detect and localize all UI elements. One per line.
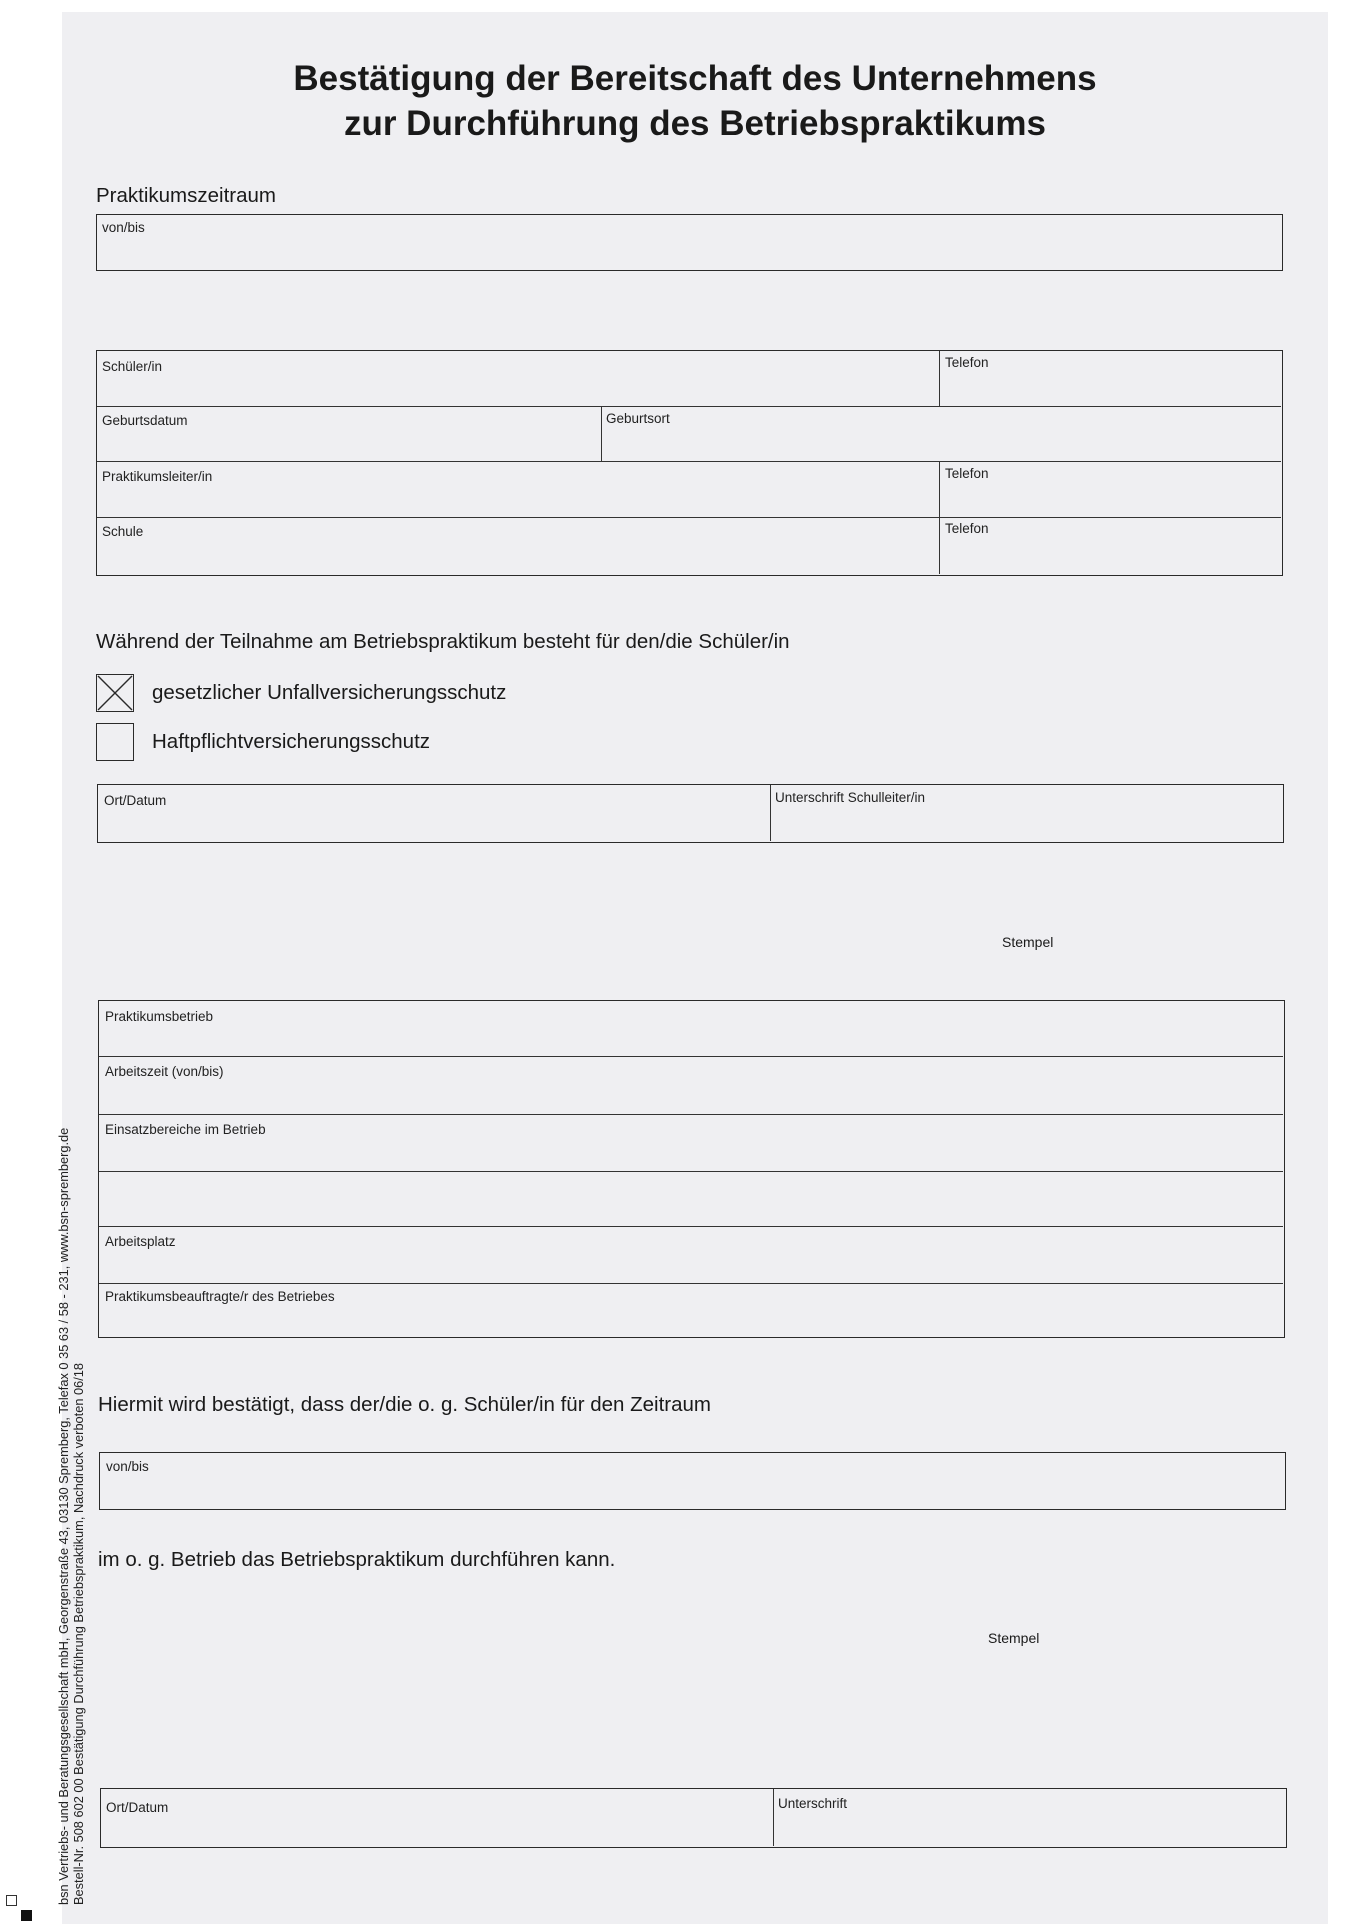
haftpflicht-checkbox[interactable]	[96, 723, 134, 761]
praktikumsleiter-label: Praktikumsleiter/in	[102, 469, 213, 484]
telefon-label: Telefon	[945, 466, 989, 481]
company-signature-table	[100, 1788, 1287, 1848]
schule-label: Schule	[102, 524, 144, 539]
von-bis-label: von/bis	[106, 1459, 149, 1474]
registration-mark-outline	[6, 1895, 17, 1906]
arbeitszeit-label: Arbeitszeit (von/bis)	[105, 1064, 224, 1079]
row-divider	[99, 1226, 1283, 1227]
zeitraum-field[interactable]	[96, 214, 1283, 271]
stempel-label: Stempel	[988, 1630, 1040, 1646]
telefon-label: Telefon	[945, 355, 989, 370]
imprint-line-2: Bestell-Nr. 508 602 00 Bestätigung Durchführung Betriebspraktikum, Nachdruck verboten 06/18	[71, 1362, 86, 1905]
ort-datum-label: Ort/Datum	[104, 793, 167, 808]
geburtsdatum-label: Geburtsdatum	[102, 413, 188, 428]
row-divider	[99, 1171, 1283, 1172]
arbeitsplatz-label: Arbeitsplatz	[105, 1234, 176, 1249]
confirmation-text: Hiermit wird bestätigt, dass der/die o. g. Schüler/in für den Zeitraum	[98, 1393, 711, 1416]
col-divider	[939, 351, 940, 406]
stempel-label: Stempel	[1002, 934, 1054, 950]
row-divider	[99, 1056, 1283, 1057]
row-divider	[97, 517, 1281, 518]
insurance-intro: Während der Teilnahme am Betriebspraktikum besteht für den/die Schüler/in	[96, 630, 790, 653]
col-divider	[601, 406, 602, 461]
student-table	[96, 350, 1283, 576]
unfallversicherung-label: gesetzlicher Unfallversicherungsschutz	[152, 681, 507, 704]
imprint-vertical	[56, 1128, 86, 1905]
ort-datum-label: Ort/Datum	[106, 1800, 169, 1815]
confirmation-text-2: im o. g. Betrieb das Betriebspraktikum durchführen kann.	[98, 1548, 616, 1571]
checkmark-x-icon	[97, 675, 133, 711]
form-title-line1: Bestätigung der Bereitschaft des Unternehmens	[293, 59, 1097, 98]
einsatzbereiche-label: Einsatzbereiche im Betrieb	[105, 1122, 266, 1137]
col-divider	[939, 461, 940, 574]
company-table	[98, 1000, 1285, 1338]
col-divider	[770, 785, 771, 841]
imprint-line-1: bsn Vertriebs- und Beratungsgesellschaft mbH, Georgenstraße 43, 03130 Spremberg, Telefax 0 35 63 / 58 - 231, www.bsn-spremberg.de	[56, 1127, 71, 1905]
von-bis-label: von/bis	[102, 220, 145, 235]
schueler-label: Schüler/in	[102, 359, 163, 374]
unterschrift-schulleiter-label: Unterschrift Schulleiter/in	[775, 790, 926, 805]
haftpflicht-label: Haftpflichtversicherungsschutz	[152, 730, 431, 753]
unterschrift-label: Unterschrift	[778, 1796, 848, 1811]
school-signature-table	[97, 784, 1284, 843]
row-divider	[99, 1283, 1283, 1284]
form-title-line2: zur Durchführung des Betriebspraktikums	[343, 104, 1047, 143]
row-divider	[99, 1114, 1283, 1115]
praktikumsbetrieb-label: Praktikumsbetrieb	[105, 1009, 214, 1024]
praktikumsbeauftragte-label: Praktikumsbeauftragte/r des Betriebes	[105, 1289, 335, 1304]
row-divider	[97, 406, 1281, 407]
unfallversicherung-checkbox[interactable]	[96, 674, 134, 712]
geburtsort-label: Geburtsort	[606, 411, 670, 426]
confirmation-zeitraum-field[interactable]	[99, 1452, 1286, 1510]
row-divider	[97, 461, 1281, 462]
praktikumszeitraum-heading: Praktikumszeitraum	[96, 184, 276, 207]
telefon-label: Telefon	[945, 521, 989, 536]
form-sheet	[62, 12, 1328, 1924]
registration-mark-filled	[21, 1910, 32, 1921]
col-divider	[773, 1789, 774, 1846]
